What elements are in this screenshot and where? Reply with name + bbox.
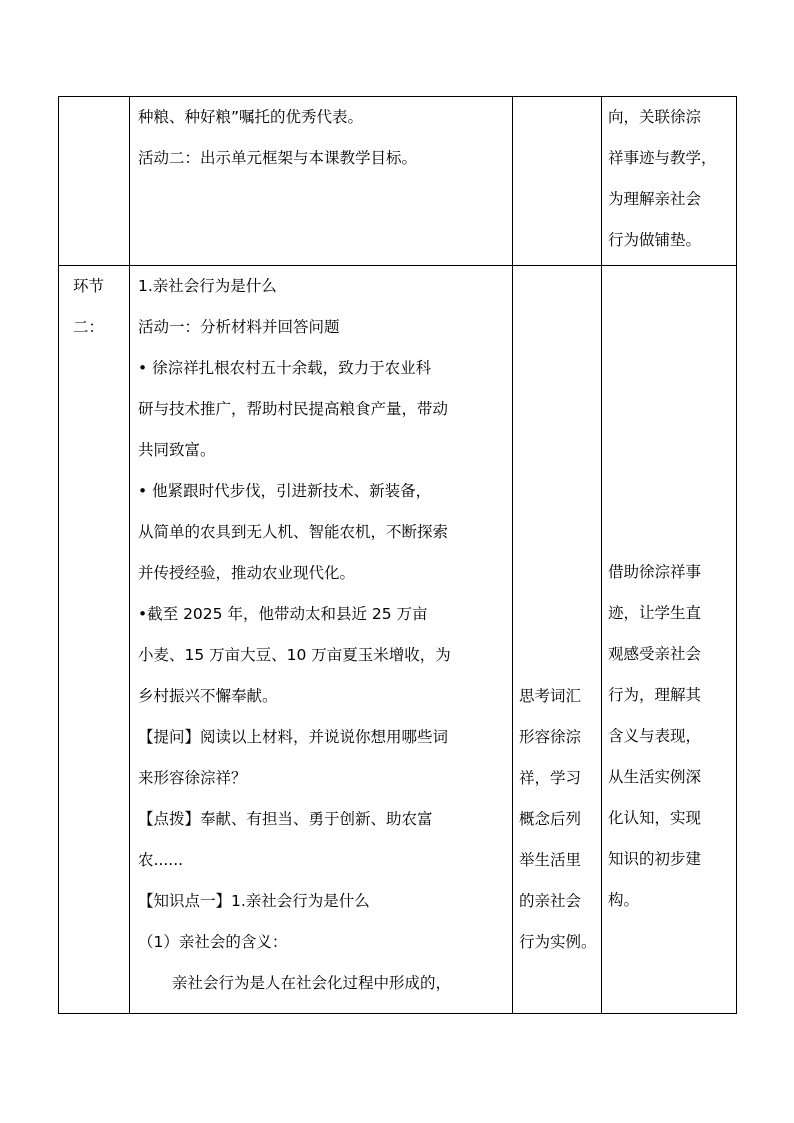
content-line: 从简单的农具到无人机、智能农机，不断探索: [138, 523, 449, 541]
content-line: 并传授经验，推动农业现代化。: [138, 564, 356, 582]
subheading-line: （1）亲社会的含义：: [138, 933, 288, 951]
intent-line: 行为做铺垫。: [608, 231, 702, 249]
table-row: [59, 97, 737, 266]
intent-line: 观感受亲社会: [608, 645, 702, 663]
design-intent-cell: [602, 97, 737, 266]
activity-line: 祥，学习: [519, 769, 582, 787]
activity-line: 思考词汇: [519, 687, 582, 705]
activity-line: 举生活里: [519, 851, 582, 869]
intent-line: 含义与表现，: [608, 727, 702, 745]
content-line: 种粮、种好粮”嘱托的优秀代表。: [138, 108, 364, 126]
stage-cell: [59, 97, 130, 266]
content-line: 1.亲社会行为是什么: [138, 277, 277, 295]
hint-line: 【点拨】奉献、有担当、勇于创新、助农富: [138, 810, 433, 828]
student-activity-cell: [513, 97, 602, 266]
intent-line: 从生活实例深: [608, 768, 702, 786]
activity-line: 概念后列: [519, 810, 582, 828]
intent-line: 构。: [608, 891, 640, 909]
intent-line: 迹，让学生直: [608, 604, 702, 622]
content-line: 活动一：分析材料并回答问题: [138, 318, 340, 336]
content-line: 来形容徐淙祥？: [138, 769, 247, 787]
intent-line: 化认知，实现: [608, 809, 702, 827]
content-line: 农......: [138, 851, 184, 869]
bullet-line: • 徐淙祥扎根农村五十余载，致力于农业科: [138, 359, 432, 377]
design-intent-cell: [602, 266, 737, 1014]
teaching-content-cell: [130, 97, 513, 266]
content-line: 活动二：出示单元框架与本课教学目标。: [138, 149, 418, 167]
lesson-plan-table: [58, 96, 737, 1014]
question-line: 【提问】阅读以上材料，并说说你想用哪些词: [138, 728, 449, 746]
intent-line: 祥事迹与教学，: [608, 149, 717, 167]
student-activity-cell: [513, 266, 602, 1014]
content-line: 小麦、15 万亩大豆、10 万亩夏玉米增收，为: [138, 646, 451, 664]
knowledge-point-heading: 【知识点一】1.亲社会行为是什么: [138, 892, 370, 910]
content-line: 亲社会行为是人在社会化过程中形成的，: [172, 974, 452, 992]
activity-line: 行为实例。: [519, 933, 597, 951]
content-line: 研与技术推广，帮助村民提高粮食产量，带动: [138, 400, 449, 418]
bullet-line: • 他紧跟时代步伐，引进新技术、新装备，: [138, 482, 432, 500]
teaching-content-cell: [130, 266, 513, 1014]
bullet-line: •截至 2025 年，他带动太和县近 25 万亩: [138, 605, 428, 623]
stage-label: 二：: [73, 318, 105, 336]
content-line: 乡村振兴不懈奉献。: [138, 687, 278, 705]
stage-cell: [59, 266, 130, 1014]
intent-line: 向，关联徐淙: [608, 108, 702, 126]
intent-line: 知识的初步建: [608, 850, 702, 868]
stage-label: 环节: [73, 277, 105, 295]
activity-line: 的亲社会: [519, 892, 582, 910]
activity-line: 形容徐淙: [519, 728, 582, 746]
intent-line: 为理解亲社会: [608, 190, 702, 208]
intent-line: 行为，理解其: [608, 686, 702, 704]
content-line: 共同致富。: [138, 441, 216, 459]
intent-line: 借助徐淙祥事: [608, 563, 702, 581]
table-row: [59, 266, 737, 1014]
